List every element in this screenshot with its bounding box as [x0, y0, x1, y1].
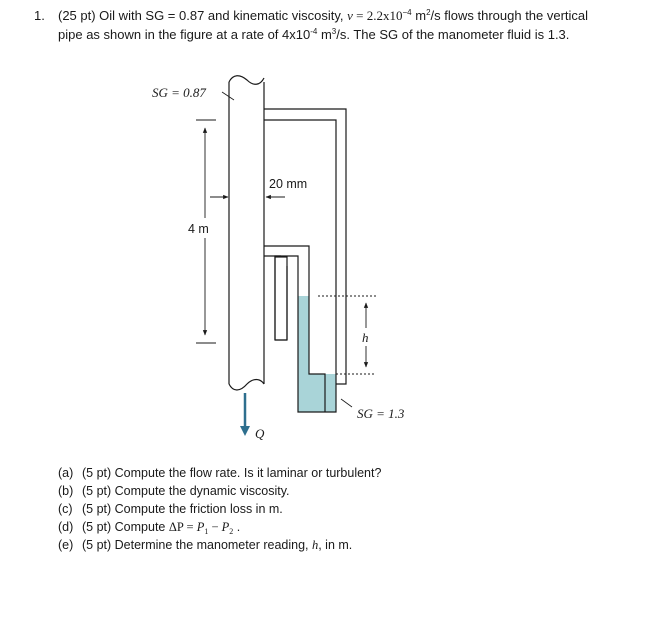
part-text: (5 pt) Compute the flow rate. Is it laminar or turbulent? — [82, 466, 382, 480]
delta-p-symbol: ΔP — [168, 520, 184, 534]
problem-line1-start: (25 pt) Oil with SG = 0.87 and kinematic viscosity, — [58, 8, 348, 23]
part-b — [58, 482, 381, 500]
nu-unit: m — [411, 8, 427, 23]
part-label: (b) — [58, 484, 74, 498]
part-label: (e) — [58, 538, 74, 552]
part-d — [58, 518, 381, 536]
part-text: (5 pt) Compute the dynamic viscosity. — [82, 484, 290, 498]
part-e — [58, 536, 381, 554]
inverted-u-tube — [275, 256, 287, 340]
p1-subscript: 1 — [204, 527, 209, 536]
part-text: (5 pt) Compute the friction loss in m. — [82, 502, 283, 516]
nu-unit-exponent: 2 — [426, 8, 431, 17]
sg-oil-leader — [222, 92, 234, 100]
nu-exponent: −4 — [402, 8, 412, 17]
manometer-fluid — [298, 296, 336, 412]
length-label: 4 m — [188, 222, 209, 236]
nu-symbol: ν — [347, 8, 353, 23]
problem-number: 1. — [34, 8, 45, 23]
nu-value: = 2.2x10 — [352, 8, 403, 23]
h-symbol: h — [311, 538, 319, 552]
part-a — [58, 464, 381, 482]
part-label: (a) — [58, 466, 74, 480]
minus-sign: − — [208, 520, 222, 534]
part-text: (5 pt) Compute — [82, 520, 169, 534]
p2-subscript: 2 — [229, 527, 234, 536]
equals-sign: = — [183, 520, 197, 534]
fluid-right-leg — [325, 374, 336, 412]
p2-symbol: P — [221, 520, 230, 534]
problem-line2-end: /s. The SG of the manometer fluid is 1.3. — [336, 27, 570, 42]
sg-oil-label: SG = 0.87 — [152, 85, 206, 100]
rate-exponent: -4 — [310, 27, 318, 36]
part-text-end: . — [233, 520, 241, 534]
diameter-label: 20 mm — [269, 177, 308, 191]
part-text-end: , in m. — [318, 538, 353, 552]
rate-unit-exponent: 3 — [331, 27, 337, 36]
main-pipe — [229, 76, 264, 390]
part-c — [58, 500, 381, 518]
sg-manometer-label: SG = 1.3 — [357, 406, 405, 421]
flow-label: Q — [255, 426, 265, 441]
h-label: h — [362, 330, 369, 345]
part-label: (c) — [58, 502, 73, 516]
sg-manometer-leader — [341, 399, 352, 407]
sub-questions — [58, 464, 381, 554]
p1-symbol: P — [196, 520, 205, 534]
problem-line1-end: /s flows through the vertical — [430, 8, 589, 23]
rate-unit: m — [317, 27, 332, 42]
part-label: (d) — [58, 520, 74, 534]
part-text: (5 pt) Determine the manometer reading, — [82, 538, 312, 552]
problem-line2-start: pipe as shown in the figure at a rate of 4x10 — [58, 27, 311, 42]
